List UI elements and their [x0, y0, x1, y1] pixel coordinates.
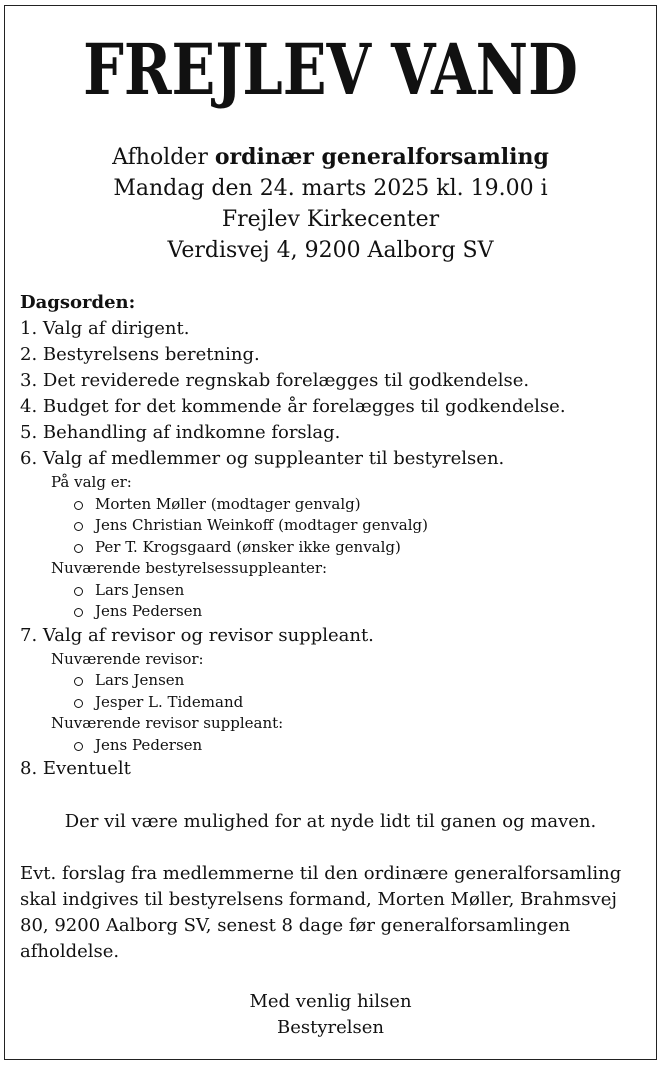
list-item: Morten Møller (modtager genvalg): [74, 494, 640, 516]
refreshments-note: Der vil være mulighed for at nyde lidt til ganen og maven.: [64, 811, 597, 832]
agenda-item-7-sublabel-2: Nuværende revisor suppleant:: [51, 714, 284, 732]
list-item: Jens Christian Weinkoff (modtager genvalg): [74, 515, 640, 537]
bullet-circle-icon: [74, 544, 83, 553]
intro-prefix: Afholder: [112, 145, 215, 170]
agenda-item-6: 6. Valg af medlemmer og suppleanter til bestyrelsen.: [20, 448, 505, 469]
bullet-circle-icon: [74, 587, 83, 596]
list-item: Per T. Krogsgaard (ønsker ikke genvalg): [74, 537, 640, 559]
notice-frame: [4, 5, 657, 1060]
agenda-heading: Dagsorden:: [20, 292, 136, 313]
agenda-item-6-sublabel-1: På valg er:: [51, 473, 132, 491]
agenda-item-2: 2. Bestyrelsens beretning.: [20, 344, 260, 365]
bullet-circle-icon: [74, 699, 83, 708]
bullet-circle-icon: [74, 608, 83, 617]
list-item: Lars Jensen: [74, 670, 640, 692]
agenda-item-5: 5. Behandling af indkomne forslag.: [20, 422, 341, 443]
agenda-item-7-sublabel-1: Nuværende revisor:: [51, 649, 204, 668]
agenda-item-1: 1. Valg af dirigent.: [20, 318, 190, 339]
agenda-item-3: 3. Det reviderede regnskab forelægges til godkendelse.: [20, 370, 530, 391]
closing-signature: Bestyrelsen: [276, 1017, 384, 1038]
agenda: [20, 290, 640, 782]
intro-line-1: [5, 142, 656, 173]
intro-bold: ordinær generalforsamling: [214, 144, 549, 170]
intro-date: Mandag den 24. marts 2025 kl. 19.00 i: [113, 176, 548, 201]
meeting-intro: [5, 142, 656, 266]
bullet-circle-icon: [74, 742, 83, 751]
page-title: FREJLEV VAND: [83, 28, 578, 111]
closing-greeting: Med venlig hilsen: [249, 991, 412, 1012]
agenda-item-6-sublabel-2: Nuværende bestyrelsessuppleanter:: [51, 559, 328, 577]
intro-address: Verdisvej 4, 9200 Aalborg SV: [167, 238, 494, 263]
list-item: Jens Pedersen: [74, 601, 640, 623]
agenda-item-7: 7. Valg af revisor og revisor suppleant.: [20, 624, 374, 646]
bullet-circle-icon: [74, 501, 83, 510]
intro-venue: Frejlev Kirkecenter: [221, 207, 440, 232]
bullet-circle-icon: [74, 522, 83, 531]
agenda-item-4: 4. Budget for det kommende år forelægges til godkendelse.: [20, 396, 566, 417]
bullet-circle-icon: [74, 677, 83, 686]
closing: [5, 989, 656, 1041]
list-item: Jens Pedersen: [74, 735, 640, 757]
list-item: Jesper L. Tidemand: [74, 692, 640, 714]
proposal-paragraph: Evt. forslag fra medlemmerne til den ordinære generalforsamling skal indgives til bestyrelsens formand, Morten Møller, Brahmsvej 80, 9200 Aalborg SV, senest 8 dage før generalforsamlingen afholdelse.: [20, 863, 622, 962]
agenda-item-8: 8. Eventuelt: [20, 758, 131, 779]
list-item: Lars Jensen: [74, 580, 640, 602]
